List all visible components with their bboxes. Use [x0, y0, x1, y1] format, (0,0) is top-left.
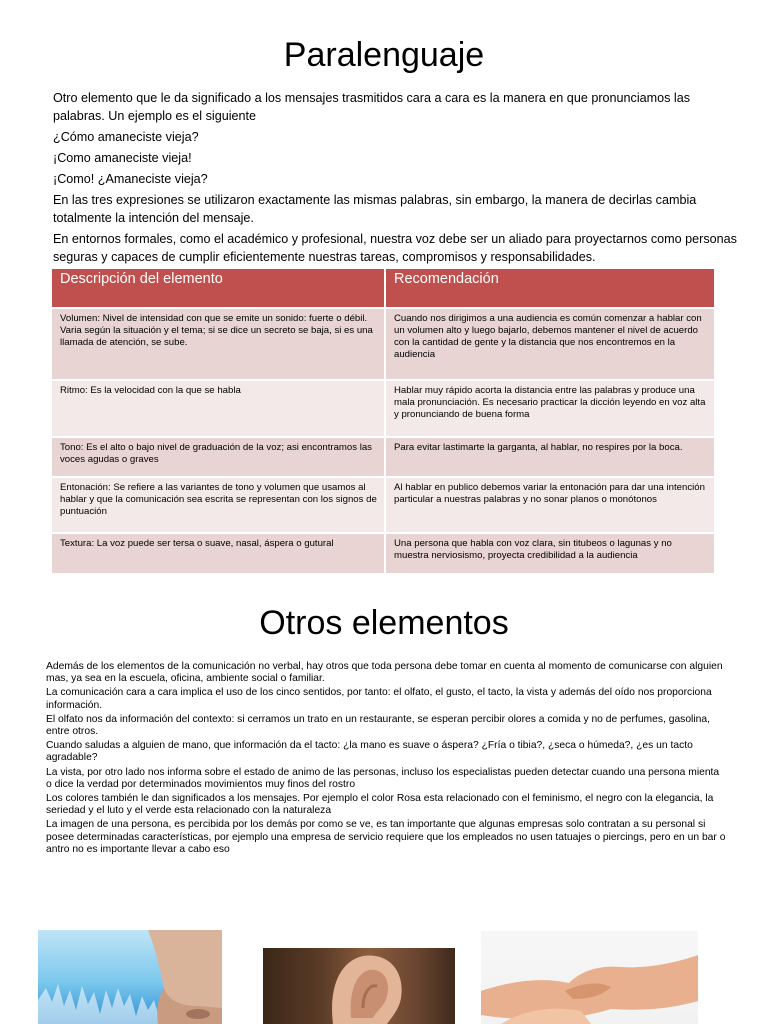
- paragraph: El olfato nos da información del contexto: si cerramos un trato en un restaurante, se esperan percibir olores a comida y no de perfumes, gasolina, entre otros.: [46, 713, 710, 738]
- paragraph: En entornos formales, como el académico y profesional, nuestra voz debe ser un aliado para proyectarnos como personas seguras y capaces de cumplir eficientemente nuestras tareas, compromisos y responsabilidades.: [53, 232, 737, 264]
- table-header-row: [52, 269, 715, 308]
- paragraph: Los colores también le dan significados a los mensajes. Por ejemplo el color Rosa esta relacionado con el feminismo, el negro con la elegancia, la seriedad y el luto y el verde esta relacionado con la naturaleza: [46, 793, 714, 817]
- intro-text: [53, 89, 743, 269]
- paragraph: Cuando saludas a alguien de mano, que información da el tacto: ¿la mano es suave o áspera? ¿Fría o tibia?, ¿seca o húmeda?, ¿es un tacto agradable?: [46, 740, 693, 764]
- paragraph: Otro elemento que le da significado a los mensajes trasmitidos cara a cara es la manera en que pronunciamos las palabras. Un ejemplo es el siguiente: [53, 91, 691, 123]
- table-row: [52, 533, 715, 573]
- paragraph: ¡Como amaneciste vieja!: [53, 151, 192, 165]
- table-cell: Hablar muy rápido acorta la distancia entre las palabras y produce una mala pronunciación. Es necesario practicar la dicción leyendo en voz alta y pronunciando de buena forma: [385, 380, 715, 437]
- table-cell: Tono: Es el alto o bajo nivel de graduación de la voz; asi encontramos las voces agudas o graves: [52, 437, 385, 477]
- paragraph: La vista, por otro lado nos informa sobre el estado de animo de las personas, incluso los especialistas pueden detectar cuando una persona mienta o dice la verdad por determinados movimientos muy finos del rostro: [46, 766, 720, 790]
- table-cell: Entonación: Se refiere a las variantes de tono y volumen que usamos al hablar y que la comunicación sea escrita se representan con los signos de puntuación: [52, 477, 385, 533]
- column-header-descripcion: Descripción del elemento: [52, 269, 385, 308]
- table-row: [52, 308, 715, 380]
- voice-elements-table: [52, 269, 716, 573]
- table-row: [52, 380, 715, 437]
- table-row: [52, 437, 715, 477]
- table-cell: Textura: La voz puede ser tersa o suave, nasal, áspera o gutural: [52, 533, 385, 573]
- table-cell: Ritmo: Es la velocidad con la que se habla: [52, 380, 385, 437]
- ear-photo: [263, 948, 455, 1024]
- otros-elementos-text: [46, 661, 726, 858]
- table-cell: Al hablar en publico debemos variar la entonación para dar una intención particular a nuestras palabras y no sonar planos o monótonos: [385, 477, 715, 533]
- table-cell: Para evitar lastimarte la garganta, al hablar, no respires por la boca.: [385, 437, 715, 477]
- hands-photo: [481, 931, 698, 1024]
- column-header-recomendacion: Recomendación: [385, 269, 715, 308]
- paragraph: ¡Como! ¿Amaneciste vieja?: [53, 172, 208, 186]
- table-cell: Volumen: Nivel de intensidad con que se emite un sonido: fuerte o débil. Varia según la situación y el tema; si se dice un secreto se baja, si es una llamada de atención, se sube.: [52, 308, 385, 380]
- table-cell: Cuando nos dirigimos a una audiencia es común comenzar a hablar con un volumen alto y luego bajarlo, debemos mantener el nivel de acuerdo con la cantidad de gente y la distancia que nos encontremos en la audiencia: [385, 308, 715, 380]
- section-title-paralenguaje: Paralenguaje: [283, 36, 485, 74]
- paragraph: La comunicación cara a cara implica el uso de los cinco sentidos, por tanto: el olfato, el gusto, el tacto, la vista y además del oído nos proporciona información.: [46, 687, 712, 711]
- table-cell: Una persona que habla con voz clara, sin titubeos o lagunas y no muestra nerviosismo, proyecta credibilidad a la audiencia: [385, 533, 715, 573]
- paragraph: Además de los elementos de la comunicación no verbal, hay otros que toda persona debe tomar en cuenta al momento de comunicarse con alguien mas, ya sea en la escuela, oficina, ambiente social o familiar.: [46, 661, 723, 685]
- nose-photo: [38, 930, 222, 1024]
- section-title-otros-elementos: Otros elementos: [259, 604, 509, 642]
- paragraph: En las tres expresiones se utilizaron exactamente las mismas palabras, sin embargo, la manera de decirlas cambia totalmente la intención del mensaje.: [53, 193, 697, 225]
- table-row: [52, 477, 715, 533]
- paragraph: La imagen de una persona, es percibida por los demás por como se ve, es tan importante que algunas empresas solo contratan a su personal si posee determinadas características, por ejemplo una empresa de servicio requiere que los empleados no usen tatuajes o piercings, pero en un bar o antro no es importante llevar a cabo eso: [46, 819, 726, 855]
- paragraph: ¿Cómo amaneciste vieja?: [53, 130, 199, 144]
